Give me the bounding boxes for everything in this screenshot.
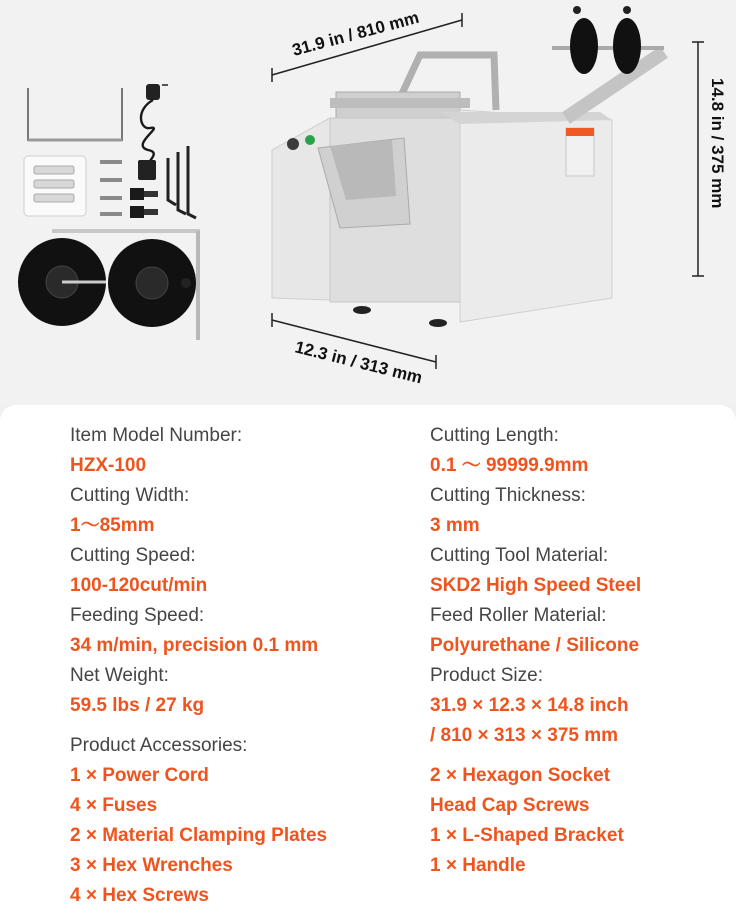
spec-value: 31.9 × 12.3 × 14.8 inch xyxy=(430,695,629,716)
accessory-item: 1 × L-Shaped Bracket xyxy=(430,825,624,846)
spec-value: / 810 × 313 × 375 mm xyxy=(430,725,619,746)
accessories-label: Product Accessories: xyxy=(70,735,248,756)
spec-value: 34 m/min, precision 0.1 mm xyxy=(70,635,319,656)
specifications-card xyxy=(0,405,736,924)
fuses-image xyxy=(24,156,86,216)
spec-label: Cutting Thickness: xyxy=(430,485,586,506)
spec-value: SKD2 High Speed Steel xyxy=(430,575,642,596)
power-cord-image xyxy=(138,84,168,180)
spec-value: 59.5 lbs / 27 kg xyxy=(70,695,205,716)
accessory-item: 3 × Hex Wrenches xyxy=(70,855,233,876)
spec-label: Cutting Length: xyxy=(430,425,559,446)
accessory-item: 2 × Material Clamping Plates xyxy=(70,825,328,846)
spec-value: Polyurethane / Silicone xyxy=(430,635,640,656)
clamping-plate-image xyxy=(28,88,122,140)
width-dimension xyxy=(272,8,462,82)
spec-value: HZX-100 xyxy=(70,455,147,476)
spec-label: Feed Roller Material: xyxy=(430,605,607,626)
height-dimension-label: 14.8 in / 375 mm xyxy=(708,78,727,209)
spec-label: Product Size: xyxy=(430,665,543,686)
product-illustration xyxy=(0,0,736,405)
width-dimension-label: 31.9 in / 810 mm xyxy=(290,7,421,60)
spec-value: 0.1 ～ 99999.9mm xyxy=(430,455,589,476)
cutting-machine-image xyxy=(272,6,664,327)
hex-screws-image xyxy=(100,160,122,216)
spec-label: Net Weight: xyxy=(70,665,169,686)
accessory-item: Head Cap Screws xyxy=(430,795,590,816)
accessory-item: 2 × Hexagon Socket xyxy=(430,765,611,786)
spec-label: Cutting Speed: xyxy=(70,545,196,566)
spec-value: 3 mm xyxy=(430,515,480,536)
spec-label: Item Model Number: xyxy=(70,425,243,446)
hex-wrenches-image xyxy=(168,146,196,218)
depth-dimension xyxy=(272,313,436,387)
reel-right-image xyxy=(108,239,196,327)
product-image xyxy=(0,0,736,405)
spec-value: 1～85mm xyxy=(70,515,155,536)
accessory-item: 4 × Fuses xyxy=(70,795,158,816)
cap-screws-image xyxy=(130,188,158,218)
accessory-item: 4 × Hex Screws xyxy=(70,885,209,906)
spec-label: Cutting Width: xyxy=(70,485,190,506)
accessory-item: 1 × Power Cord xyxy=(70,765,209,786)
spec-label: Feeding Speed: xyxy=(70,605,205,626)
spec-value: 100-120cut/min xyxy=(70,575,208,596)
depth-dimension-label: 12.3 in / 313 mm xyxy=(293,337,425,388)
spec-label: Cutting Tool Material: xyxy=(430,545,609,566)
height-dimension xyxy=(692,42,727,276)
accessory-item: 1 × Handle xyxy=(430,855,526,876)
reel-left-image xyxy=(18,238,106,326)
